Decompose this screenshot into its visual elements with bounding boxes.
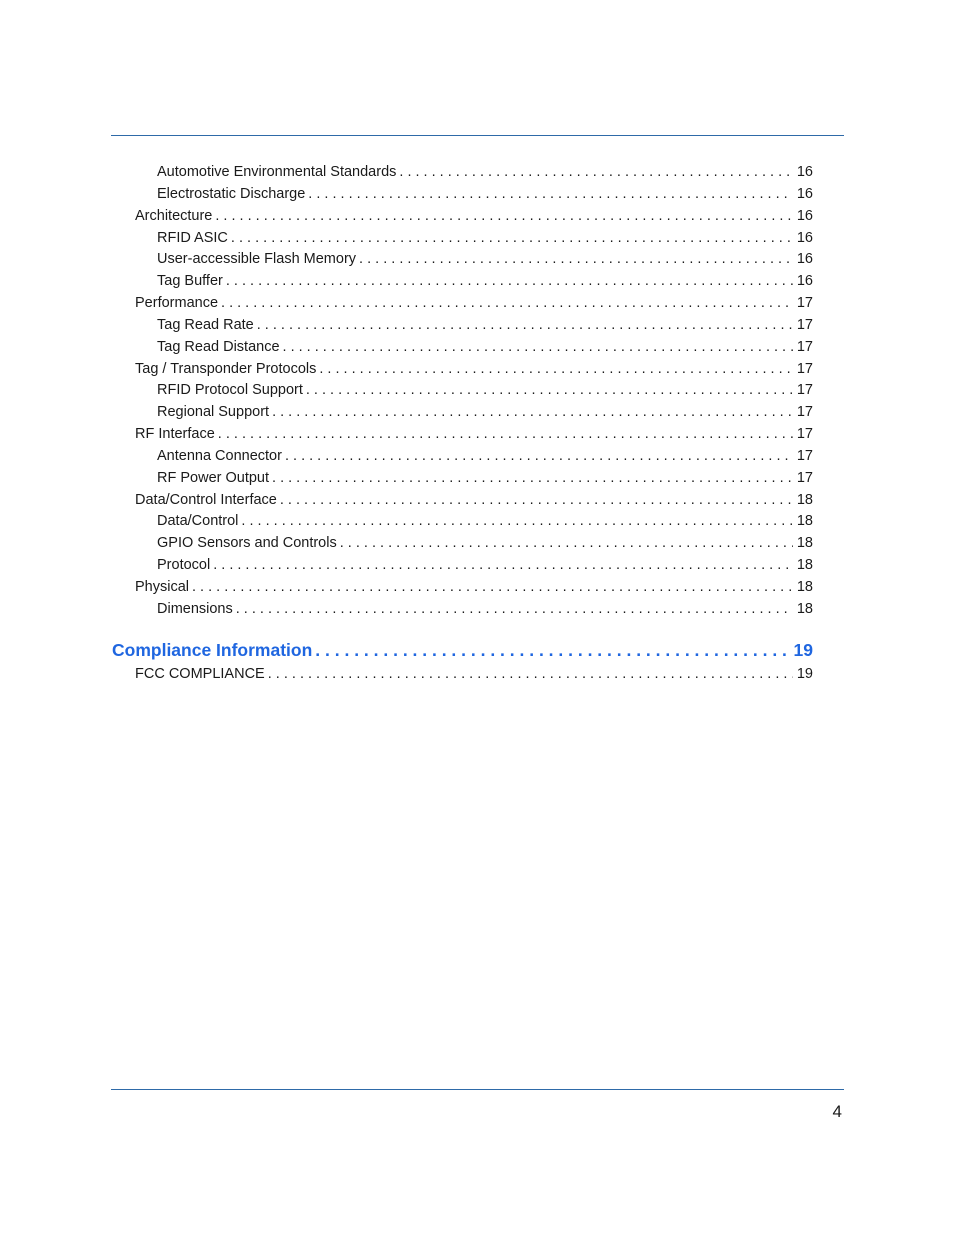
toc-entry-title: Physical (135, 579, 189, 595)
header-rule (111, 135, 844, 136)
toc-leader (359, 248, 793, 270)
toc-entry-title: RFID Protocol Support (157, 382, 303, 398)
toc-entry-title: Architecture (135, 208, 213, 224)
toc-chapter-compliance[interactable] (112, 637, 813, 663)
toc-leader (192, 576, 793, 598)
toc-leader (308, 183, 793, 205)
toc-leader (241, 510, 792, 532)
toc-leader (306, 379, 793, 401)
toc-leader (283, 336, 793, 358)
toc-entry-page: 16 (796, 208, 813, 224)
toc-entry-title: Tag Read Distance (157, 339, 280, 355)
toc-entry-page: 18 (796, 601, 813, 617)
toc-entry[interactable] (157, 161, 813, 183)
toc-entry-page: 17 (796, 404, 813, 420)
toc-entry-page: 17 (796, 295, 813, 311)
toc-entry-title: Tag / Transponder Protocols (135, 361, 317, 377)
toc-entry-page: 17 (796, 448, 813, 464)
toc-entry-title: Tag Read Rate (157, 317, 254, 333)
toc-entry-title: Regional Support (157, 404, 270, 420)
toc-entry-page: 17 (796, 470, 813, 486)
toc-entry-page: 18 (796, 579, 813, 595)
toc-entry-title: Dimensions (157, 601, 233, 617)
toc-leader (231, 227, 793, 249)
toc-section[interactable] (135, 205, 813, 227)
toc-entry[interactable] (157, 598, 813, 620)
toc-leader (218, 423, 793, 445)
page-number: 4 (832, 1102, 842, 1121)
toc-leader (268, 663, 793, 685)
toc-entry[interactable] (157, 532, 813, 554)
toc-entry-page: 18 (796, 557, 813, 573)
toc-leader (236, 598, 793, 620)
toc-entry-title: Automotive Environmental Standards (157, 164, 397, 180)
toc-entry[interactable] (157, 554, 813, 576)
toc-leader (221, 292, 793, 314)
toc-entry-title: RF Power Output (157, 470, 270, 486)
toc-section[interactable] (135, 663, 813, 685)
toc-entry-page: 16 (796, 230, 813, 246)
toc-leader (257, 314, 793, 336)
toc-entry-page: 17 (796, 361, 813, 377)
toc-entry-page: 18 (796, 513, 813, 529)
toc-entry-title: FCC COMPLIANCE (135, 666, 265, 682)
toc-entry[interactable] (157, 183, 813, 205)
toc-chapter-title: Compliance Information (112, 640, 313, 660)
toc-entry[interactable] (157, 401, 813, 423)
toc-entry-title: RF Interface (135, 426, 215, 442)
toc-section[interactable] (135, 576, 813, 598)
toc-entry[interactable] (157, 445, 813, 467)
toc-leader (399, 161, 792, 183)
toc-section[interactable] (135, 423, 813, 445)
toc-entry-page: 16 (796, 164, 813, 180)
toc-section[interactable] (135, 358, 813, 380)
toc-entry-title: User-accessible Flash Memory (157, 251, 357, 267)
toc-entry-title: Data/Control (157, 513, 239, 529)
toc-entry[interactable] (157, 314, 813, 336)
toc-leader (272, 401, 793, 423)
toc-leader (319, 358, 793, 380)
toc-entry[interactable] (157, 510, 813, 532)
toc-entry[interactable] (157, 227, 813, 249)
toc-leader (315, 637, 789, 663)
toc-entry-title: Antenna Connector (157, 448, 282, 464)
toc-entry-page: 17 (796, 317, 813, 333)
toc-entry-title: RFID ASIC (157, 230, 228, 246)
toc-entry[interactable] (157, 379, 813, 401)
toc-entry-title: Data/Control Interface (135, 492, 277, 508)
toc-leader (280, 489, 793, 511)
toc-entry-page: 18 (796, 535, 813, 551)
toc-leader (272, 467, 793, 489)
footer-rule (111, 1089, 844, 1090)
toc-entry-title: Tag Buffer (157, 273, 223, 289)
toc-leader (226, 270, 793, 292)
toc-entry-page: 18 (796, 492, 813, 508)
toc-entry[interactable] (157, 270, 813, 292)
toc-entry[interactable] (157, 467, 813, 489)
toc-entry[interactable] (157, 248, 813, 270)
toc-entry-page: 17 (796, 426, 813, 442)
toc-chapter-page: 19 (793, 640, 813, 660)
toc-entry-page: 16 (796, 186, 813, 202)
toc-entry-title: Electrostatic Discharge (157, 186, 306, 202)
toc-leader (215, 205, 792, 227)
toc-entry-page: 16 (796, 251, 813, 267)
toc-leader (213, 554, 793, 576)
toc-entry[interactable] (157, 336, 813, 358)
toc-entry-page: 17 (796, 382, 813, 398)
toc-entry-page: 17 (796, 339, 813, 355)
toc-section[interactable] (135, 292, 813, 314)
toc-leader (340, 532, 793, 554)
toc-section[interactable] (135, 489, 813, 511)
toc-entry-title: GPIO Sensors and Controls (157, 535, 337, 551)
toc-entry-title: Performance (135, 295, 219, 311)
toc-entry-title: Protocol (157, 557, 211, 573)
toc-entry-page: 19 (796, 666, 813, 682)
toc-entry-page: 16 (796, 273, 813, 289)
toc-leader (285, 445, 793, 467)
